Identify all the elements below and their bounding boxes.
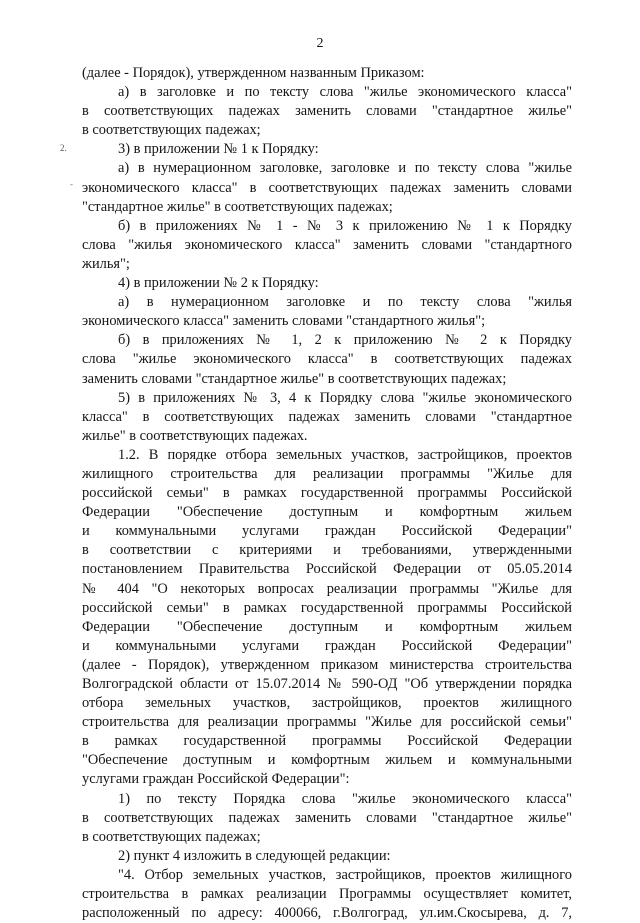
text-line: экономического класса" в соответствующих падежах заменить словами — [82, 179, 572, 196]
margin-tick: - — [70, 179, 73, 189]
text-line: б) в приложениях № 1 - № 3 к приложению № 1 к Порядку — [118, 217, 572, 234]
text-line: жилье" в соответствующих падежах. — [82, 427, 308, 444]
text-line: слова "жилья экономического класса" заменить словами "стандартного — [82, 236, 572, 253]
text-line: 1.2. В порядке отбора земельных участков, застройщиков, проектов — [118, 446, 572, 463]
text-line: российской семьи" в рамках государственной программы Российской — [82, 599, 572, 616]
text-line: заменить словами "стандартное жилье" в соответствующих падежах; — [82, 370, 507, 387]
text-line: жилья"; — [82, 255, 130, 272]
text-line: в рамках государственной программы Российской Федерации — [82, 733, 572, 750]
text-line: отбора земельных участков, застройщиков, проектов жилищного — [82, 695, 572, 712]
text-line: в соответствующих падежах; — [82, 122, 261, 139]
text-line: в соответствующих падежах; — [82, 828, 261, 845]
text-line: Волгоградской области от 15.07.2014 № 590-ОД "Об утверждении порядка — [82, 676, 572, 692]
text-line: б) в приложениях № 1, 2 к приложению № 2 к Порядку — [118, 332, 572, 349]
text-line: в соответствующих падежах заменить словами "стандартное жилье" — [82, 809, 572, 826]
text-line: услугами граждан Российской Федерации": — [82, 771, 350, 788]
text-line: 1) по тексту Порядка слова "жилье экономического класса" — [118, 790, 572, 807]
text-line: 3) в приложении № 1 к Порядку: — [118, 141, 319, 158]
text-line: в соответствии с критериями и требованиями, утвержденными — [82, 542, 572, 559]
margin-mark: 2. — [60, 143, 67, 153]
text-line: № 404 "О некоторых вопросах реализации программы "Жилье для — [82, 580, 572, 597]
text-line: а) в заголовке и по тексту слова "жилье экономического класса" — [118, 84, 572, 101]
document-body — [82, 64, 572, 923]
text-line: строительства для реализации программы "Жилье для российской семьи" — [82, 714, 572, 731]
text-line: слова "жилье экономического класса" в соответствующих падежах — [82, 351, 572, 368]
text-line: 2) пункт 4 изложить в следующей редакции: — [118, 847, 391, 864]
text-line: и коммунальными услугами граждан Российской Федерации" — [82, 637, 572, 654]
text-line: 4) в приложении № 2 к Порядку: — [118, 275, 319, 292]
text-line: расположенный по адресу: 400066, г.Волгоград, ул.им.Скосырева, д. 7, — [82, 905, 572, 922]
text-line: постановлением Правительства Российской Федерации от 05.05.2014 — [82, 561, 572, 578]
text-line: Федерации "Обеспечение доступным и комфортным жильем — [82, 504, 572, 521]
text-line: класса" в соответствующих падежах заменить словами "стандартное — [82, 408, 572, 425]
text-line: и коммунальными услугами граждан Российской Федерации" — [82, 523, 572, 540]
text-line: "4. Отбор земельных участков, застройщиков, проектов жилищного — [118, 866, 572, 883]
text-line: экономического класса" заменить словами "стандартного жилья"; — [82, 313, 486, 330]
text-line: российской семьи" в рамках государственной программы Российской — [82, 485, 572, 502]
text-line: (далее - Порядок), утвержденном приказом министерства строительства — [82, 656, 572, 673]
text-line: Федерации "Обеспечение доступным и комфортным жильем — [82, 618, 572, 635]
page-number: 2 — [316, 36, 324, 51]
text-line: строительства в рамках реализации Программы осуществляет комитет, — [82, 886, 572, 903]
text-line: а) в нумерационном заголовке, заголовке и по тексту слова "жилье — [118, 160, 572, 177]
text-line: "Обеспечение доступным и комфортным жильем и коммунальными — [82, 752, 572, 769]
text-line: а) в нумерационном заголовке и по тексту слова "жилья — [118, 294, 572, 311]
text-line: (далее - Порядок), утвержденном названным Приказом: — [82, 65, 425, 81]
text-line: жилищного строительства для реализации программы "Жилье для — [82, 465, 572, 482]
text-line: 5) в приложениях № 3, 4 к Порядку слова "жилье экономического — [118, 389, 572, 406]
text-line: "стандартное жилье" в соответствующих падежах; — [82, 198, 393, 215]
text-line: в соответствующих падежах заменить словами "стандартное жилье" — [82, 103, 572, 120]
